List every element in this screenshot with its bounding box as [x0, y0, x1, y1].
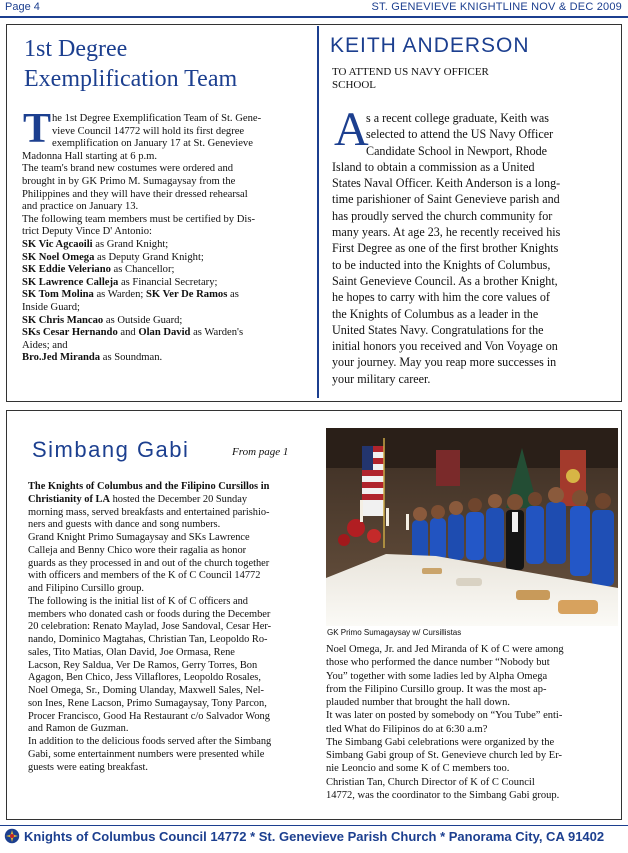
page-footer — [0, 826, 628, 846]
member-line: Aides; and — [22, 339, 68, 351]
exemp-line: Madonna Hall starting at 6 p.m. — [22, 150, 158, 162]
simbang-line: Noel Omega, Sr., Doming Ulanday, Maxwell Sales, Nel- — [28, 685, 264, 696]
keith-line: many years. At age 23, he recently received his — [332, 225, 561, 240]
simbang-title: Simbang Gabi — [32, 437, 190, 462]
publication-title: ST. GENEVIEVE KNIGHTLINE NOV & DEC 2009 — [371, 1, 622, 13]
keith-line: First Degree as one of the first brother Knights — [332, 241, 559, 256]
simbang-line: ners and guests with dance and song numbers. — [28, 519, 221, 531]
simbang-line: Simbang Gabi group of St. Genevieve church led by Er- — [326, 750, 562, 761]
simbang-line: The Knights of Columbus and the Filipino Cursillos in — [28, 481, 270, 492]
from-page-note: From page 1 — [232, 446, 289, 458]
simbang-line: and Ramon de Guzman. — [28, 723, 129, 735]
member-line: Inside Guard; — [22, 301, 80, 313]
member-line: SK Chris Mancao as Outside Guard; — [22, 314, 183, 326]
event-photo — [326, 428, 618, 626]
exemp-line: Philippines and they will have their dressed rehearsal — [22, 188, 248, 200]
simbang-line: Gabi, some entertainment numbers were presented while — [28, 748, 265, 760]
keith-line: your journey. May you reap more successes in — [332, 355, 557, 370]
member-line: SK Lawrence Calleja as Financial Secretary; — [22, 276, 218, 288]
keith-line: time parishioner of Saint Genevieve parish and — [332, 192, 560, 207]
simbang-line: son Ines, Rene Lacson, Primo Sumagaysay, Tony Parcon, — [28, 697, 267, 709]
simbang-line: The Simbang Gabi celebrations were organized by the — [326, 736, 555, 748]
keith-line: Candidate School in Newport, Rhode — [366, 143, 548, 158]
dropcap-t: T — [23, 106, 52, 152]
simbang-line: guards as they processed in and out of the church together — [28, 557, 270, 569]
page-header — [0, 0, 628, 16]
photo-caption: GK Primo Sumagaysay w/ Cursillistas — [327, 628, 462, 637]
simbang-line: those who performed the dance number “Nobody but — [326, 657, 550, 669]
header-rule — [0, 16, 628, 18]
member-line: SK Eddie Veleriano as Chancellor; — [22, 264, 175, 276]
kofc-emblem-icon — [4, 828, 20, 847]
keith-line: States Naval Officer. Keith Anderson is a long- — [332, 176, 561, 191]
exemplification-article — [22, 106, 310, 365]
simbang-left-column — [28, 481, 320, 774]
exemp-line: The team's brand new costumes were ordered and — [22, 163, 234, 175]
keith-line: the Knights of Columbus as a leader in the — [332, 306, 539, 321]
simbang-line: morning mass, served breakfasts and entertained parishio- — [28, 506, 270, 518]
keith-line: selected to attend the US Navy Officer — [366, 127, 554, 142]
member-line: SKs Cesar Hernando and Olan David as Warden's — [22, 327, 244, 339]
simbang-line: from the Filipino Cursillo group. It was the most ap- — [326, 683, 547, 695]
simbang-line: tled What do Filipinos do at 6:30 a.m? — [326, 723, 488, 735]
exemp-line: trict Deputy Vince D' Antonio: — [22, 226, 152, 238]
keith-line: to be inducted into the Knights of Columbus, — [332, 257, 551, 272]
simbang-line: members who donated cash or foods during the December — [28, 608, 271, 620]
dropcap-a: A — [334, 103, 369, 156]
page-number: Page 4 — [5, 1, 40, 13]
keith-line: s a recent college graduate, Keith was — [366, 111, 550, 125]
simbang-line: Christianity of LA hosted the December 20 Sunday — [28, 493, 248, 505]
simbang-line: Lacson, Rey Saldua, Ver De Ramos, Gerry Torres, Bon — [28, 659, 258, 671]
exemp-line: brought in by GK Primo M. Sumagaysay from the — [22, 175, 236, 187]
keith-line: initial honors you received and Von Voyage on — [332, 339, 558, 354]
column-divider — [317, 26, 319, 398]
simbang-line: nie Leoncio and some K of C members too. — [326, 763, 510, 775]
keith-line: has proudly served the church community for — [332, 208, 553, 223]
simbang-line: In addition to the delicious foods served after the Simbang — [28, 736, 272, 747]
simbang-right-column — [326, 643, 622, 802]
exemp-line: he 1st Degree Exemplification Team of St. Gene- — [52, 113, 262, 124]
member-line: SK Tom Molina as Warden; SK Ver De Ramos as — [22, 289, 239, 301]
simbang-line: 20 celebration: Renato Maylad, Jose Sandoval, Cesar Her- — [28, 621, 272, 633]
keith-title: KEITH ANDERSON — [330, 34, 530, 57]
exemp-line: The following team members must be certified by Dis- — [22, 213, 256, 225]
keith-line: Island to obtain a commission as a United — [332, 159, 535, 174]
simbang-line: and Filipino Cursillo group. — [28, 583, 145, 594]
simbang-line: Noel Omega, Jr. and Jed Miranda of K of C were among — [326, 644, 564, 655]
exemplification-title: 1st Degree Exemplification Team — [24, 36, 238, 92]
simbang-line: You” together with some ladies led by Alpha Omega — [326, 670, 548, 682]
simbang-line: Agagon, Ben Chico, Jess Villaflores, Leopoldo Rosales, — [28, 672, 261, 684]
exemp-line: exemplification on January 17 at St. Genevieve — [52, 138, 253, 150]
simbang-line: Grand Knight Primo Sumagaysay and SKs Lawrence — [28, 532, 250, 543]
simbang-line: sales, Tito Matias, Olan David, Joe Ormasa, Rene — [28, 646, 235, 658]
simbang-line: It was later on posted by somebody on “You Tube” enti- — [326, 710, 563, 722]
simbang-line: Christian Tan, Church Director of K of C Council — [326, 776, 535, 788]
exemp-line: vieve Council 14772 will hold its first degree — [52, 125, 245, 137]
footer-text: Knights of Columbus Council 14772 * St. Genevieve Parish Church * Panorama City, CA 91402 — [24, 829, 605, 844]
exemp-line: and practice on January 13. — [22, 201, 139, 213]
simbang-line: 14772, was the coordinator to the Simbang Gabi group. — [326, 789, 560, 801]
keith-line: your military career. — [332, 371, 431, 386]
keith-line: Saint Genevieve Council. As a brother Knight, — [332, 273, 558, 288]
simbang-line: nando, Dominico Magtahas, Christian Tan, Leopoldo Ro- — [28, 634, 268, 645]
keith-line: United States Navy. Congratulations for the — [332, 322, 544, 337]
simbang-line: guests were eating breakfast. — [28, 761, 149, 773]
keith-subtitle: TO ATTEND US NAVY OFFICER SCHOOL — [332, 66, 489, 91]
simbang-line: Calleja and Benny Chico wore their ragalia as honor — [28, 544, 247, 556]
keith-line: he hopes to carry with him the core values of — [332, 290, 550, 305]
member-line: SK Noel Omega as Deputy Grand Knight; — [22, 251, 204, 263]
simbang-line: The following is the initial list of K of C officers and — [28, 595, 248, 607]
simbang-line: Procer Francisco, Good Ha Restaurant c/o Salvador Wong — [28, 710, 270, 722]
event-photo-illustration — [326, 428, 618, 626]
keith-article — [332, 110, 616, 387]
simbang-line: plauded number that brought the hall down. — [326, 697, 511, 708]
member-line: SK Vic Agcaoili as Grand Knight; — [22, 238, 169, 250]
member-line: Bro.Jed Miranda as Soundman. — [22, 352, 163, 364]
simbang-line: with officers and members of the K of C Council 14772 — [28, 570, 261, 582]
